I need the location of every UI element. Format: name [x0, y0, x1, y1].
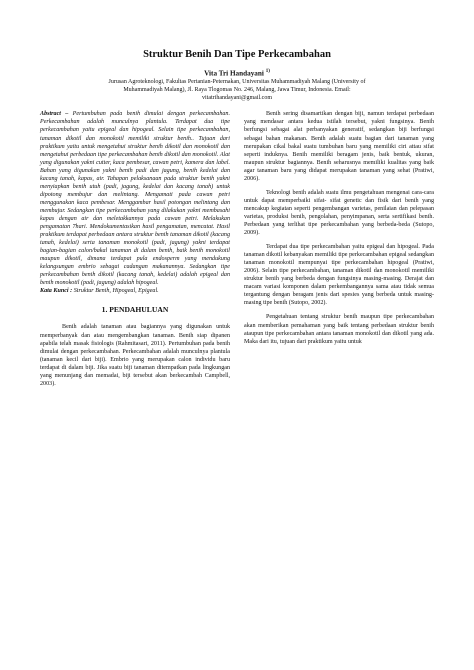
section-heading-pendahuluan: 1. PENDAHULUAN — [101, 305, 169, 315]
keywords-text: Struktur Benih, Hipogeal, Epigeal. — [73, 288, 159, 295]
paragraph: Benih adalah tanaman atau bagiannya yang digunakan untuk memperbanyak dan atau mengembangkan tanaman. Benih siap dipanen apabila telah masak fisiologis (Rahmitasari, 2011). Pertumbuhan pada benih dimulai dengan perkecambahan. Perkecambahan adalah munculnya plantula (tanaman kecil dari biji). Embrio yang merupakan calon individu baru terdapat di dalam biji. Jika suatu biji tanaman ditempatkan pada lingkungan yang menunjang dan memadai, biji tersebut akan berkecambah Campbell, 2003). — [40, 324, 230, 387]
abstract-label: Abstract – — [40, 111, 69, 118]
two-column-body — [40, 110, 434, 394]
paragraph: Terdapat dua tipe perkecambahan yaitu epigeal dan hipogeal. Pada tanaman dikotil kebanyakan memiliki tipe perkecambahan epigeal sedangkan tanaman monokotil mempunyai tipe perkecambahan hipogeal (Pratiwi, 2006). Selain tipe perkecambahan, tanaman dikotil dan monokotil memiliki struktur benih yang berbeda dengan fungsinya masing-masing. Derajat dan macam variasi komponen dalam perkembangannya sama atau tidak semua tergantung dengan beragam jenis dari spesies yang berbeda untuk masing-masing tipe benih (Sutopo, 2002). — [244, 244, 434, 307]
right-column — [244, 110, 434, 394]
keywords — [40, 287, 230, 295]
affiliation-line-1: Jurusan Agroteknologi, Fakultas Pertanian-Peternakan, Universitas Muhammadiyah Malang (University of — [108, 79, 366, 86]
author-superscript: 1) — [265, 69, 270, 74]
author-name — [40, 67, 434, 78]
paragraph: Teknologi benih adalah suatu ilmu pengetahuan mengenai cara-cara untuk dapat memperbaiki sifat- sifat genetic dan fisik dari benih yang mencakup kegiatan seperti pengembangan varietas, penilaian dan pelepasan varietas, produksi benih, pengolahan, penyimpanan, serta sertifikasi benih. Perbedaan yang terlihat tipe perkecambahan yang berbeda-beda (Sutopo, 2009). — [244, 189, 434, 237]
paper-title: Struktur Benih Dan Tipe Perkecambahan — [143, 49, 331, 60]
paragraph: Benih sering disamartikan dengan biji, namun terdapat perbedaan yang mendasar antara kedua istilah tersebut, yakni fungsinya. Benih berfungsi sebagai alat perbanyakan generatif, sedangkan biji berfungsi sebagai bahan makanan. Benih adalah suatu bagian dari tanaman yang merupakan cikal bakal suatu tumbuhan baru yang memiliki ciri attau sifat seperti induknya. Benih memiliki beragam jenis, baik bentuk, ukuran, maupun struktur bagiannya. Benih seharusnya memiliki kualitas yang baik agar tanaman baru yang didapat merupakan tanaman yang sehat (Pratiwi, 2006). — [244, 111, 434, 182]
affiliation-line-2: Muhammadiyah Malang), Jl. Raya Tlogomas No. 246, Malang, Jawa Timur, Indonesia. Email: — [123, 87, 351, 94]
left-column — [40, 110, 230, 394]
keywords-label: Kata Kunci : — [40, 288, 73, 295]
author-name-text: Vita Tri Handayani — [204, 69, 264, 78]
abstract — [40, 110, 230, 287]
abstract-text: Pertumbuhan pada benih dimulai dengan perkecambahan. Perkecambahan adalah munculnya plantula. Terdapat dua tipe perkecambahan yaitu epigeal dan hipogeal. Selain tipe perkecambahan, tanaman dikotil dan monokotil memiliki struktur benih.. Tujuan dari praktikum yaitu untuk mengetahui struktur benih dikotil dan monokotil dan mengetahui perbedaan tipe perkecambahan benih dikotil dan monokotil. Alat yang digunakan yakni cutter, kaca pembesar, cawan petri, kamera dan label. Bahan yang digunakan yakni benih padi dan jagung, benih kedelai dan kacang tanah, kapas, air. Tahapan pelaksanaan pada struktur benih yakni menyiapkan benih utuh (padi, jagung, kedelai dan kacang tanah) untuk dipotong membujur dan melintang. Mengamati pada cawan petri menggunakan kaca pembesar. Menggambar hasil potongan melintang dan membujur. Sedangkan tipe perkecambahan yang dilakukan yakni membasahi kapas dengan air dan meletakkannya pada cawan petri. Melakukan pengamatan 7hari. Mendokumentasikan hasil pengamatan, mencatat. Hasil praktikum terdapat perbedaan antara struktur benih tanaman dikotil (kacang tanah, kedelai) serta tanaman monokotil (padi, jagung) yakni terdapat bagian-bagian calon/bakal tanaman di dalam benih, baik benih monokotil maupun dikotil, dimana terdapat pula endosperm yang mendukung kelangsungan embrio sebagai cadangan makanannya. Sedangkan tipe perkecambahan benih dikotil (kacang tanah, kedelai) adalah epigeal dan benih monokotil (padi, jagung) adalah hipogeal. — [40, 111, 230, 287]
author-email: vitatrihandayani@gmail.com — [201, 95, 272, 102]
paragraph: Pengetahuan tentang struktur benih maupun tipe perkecambahan akan memberikan pemahaman yang baik tentang perbedaan struktur benih ataupun tipe perkecambahan antara tanaman monokotil dan dikotil yang ada. Maka dari itu, tujuan dari praktikum yaitu untuk — [244, 314, 434, 345]
